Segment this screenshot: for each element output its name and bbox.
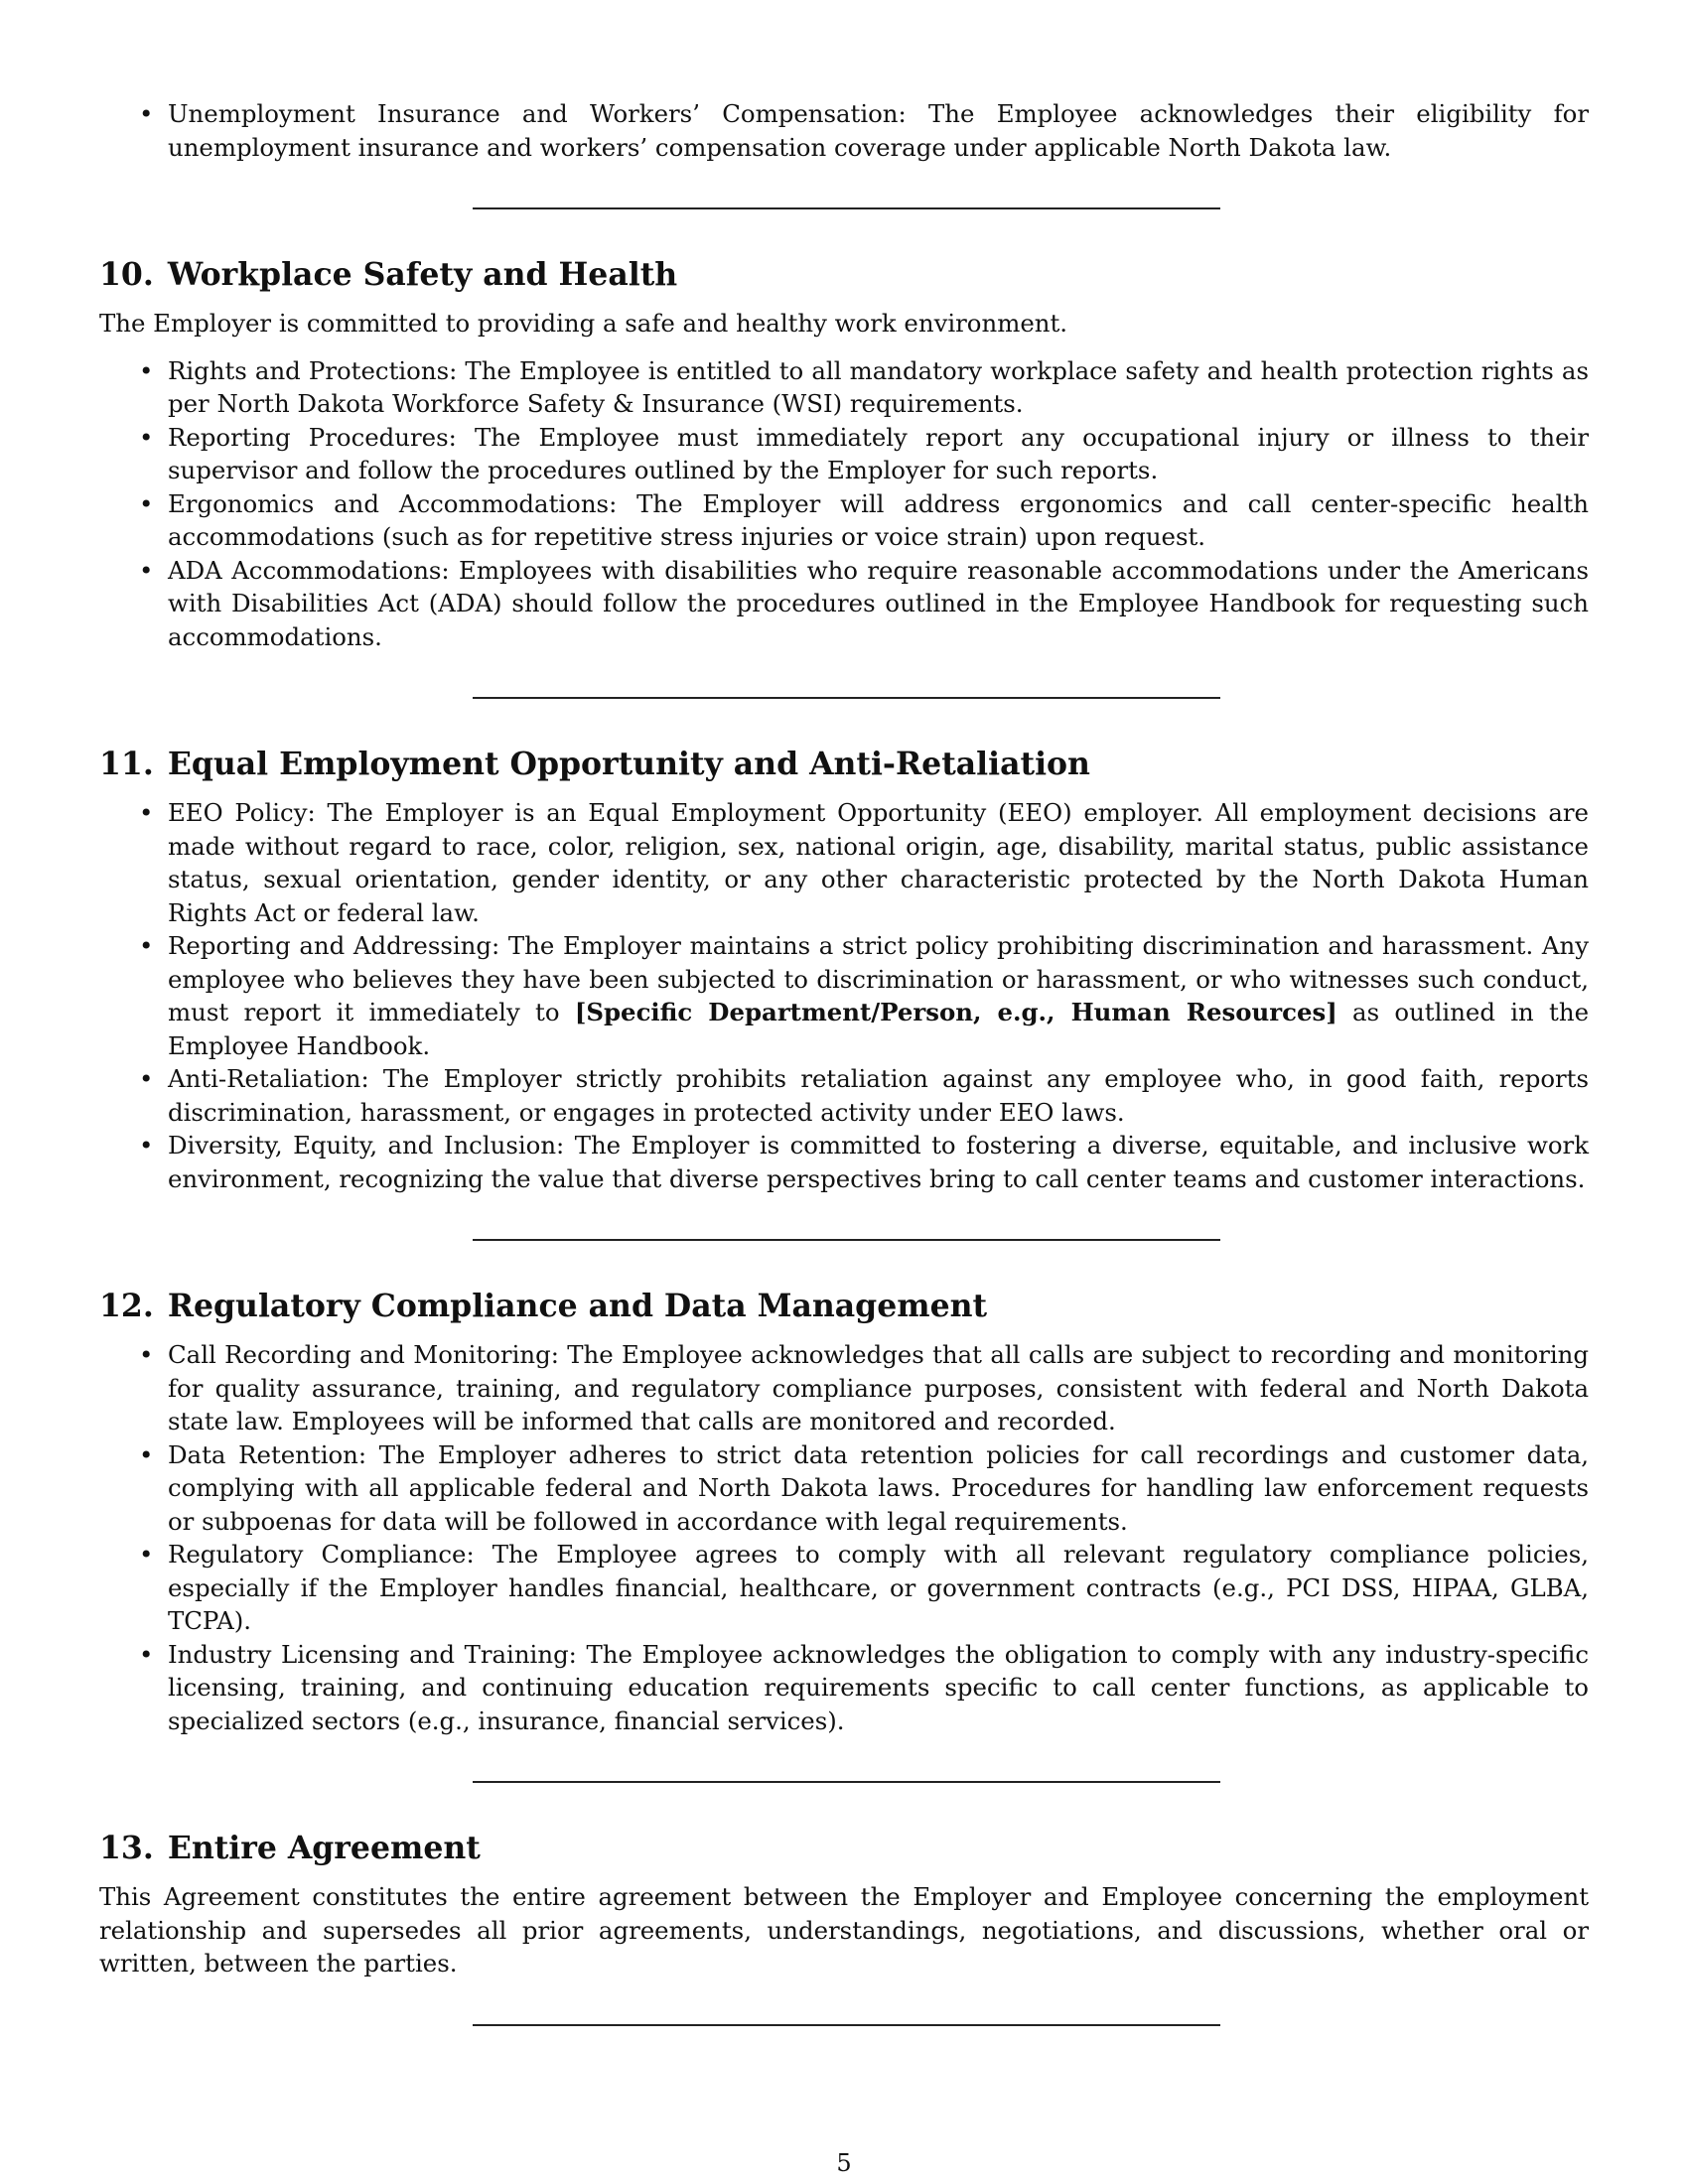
section-10-list: [99, 354, 1589, 654]
section-heading-12: [99, 1287, 1589, 1326]
list-item-text: ADA Accommodations: Employees with disabilities who require reasonable accommodations under the Americans with Disabilities Act (ADA) should follow the procedures outlined in the Employee Handbook for requesting such accommodations.: [168, 555, 1589, 651]
list-item-text: Data Retention: The Employer adheres to strict data retention policies for call recordings and customer data, complying with all applicable federal and North Dakota laws. Procedures for handling law enforcement requests or subpoenas for data will be followed in accordance with legal requirements.: [168, 1439, 1589, 1536]
section-number: 11.: [99, 746, 154, 782]
section-divider: [473, 1239, 1220, 1241]
section-intro: The Employer is committed to providing a safe and healthy work environment.: [99, 309, 1068, 338]
section-divider: [473, 2024, 1220, 2026]
bullet: •: [139, 422, 154, 452]
continued-list: [99, 97, 1589, 164]
bullet: •: [139, 555, 154, 585]
section-heading-10: [99, 255, 1589, 295]
section-body: This Agreement constitutes the entire agreement between the Employer and Employee concerning the employment relationship and supersedes all prior agreements, understandings, negotiations, and discussions, whether oral or written, between the parties.: [99, 1882, 1589, 1978]
bullet: •: [139, 1639, 154, 1669]
section-title: Workplace Safety and Health: [167, 256, 678, 293]
list-item-text: Industry Licensing and Training: The Employee acknowledges the obligation to comply with any industry-specific licensing, training, and continuing education requirements specific to call center functions, as applicable to specialized sectors (e.g., insurance, financial services).: [168, 1639, 1589, 1735]
bullet: •: [139, 931, 154, 960]
list-item: [99, 929, 1589, 1062]
list-item-text: EEO Policy: The Employer is an Equal Employment Opportunity (EEO) employer. All employment decisions are made without regard to race, color, religion, sex, national origin, age, disability, marital status, public assistance status, sexual orientation, gender identity, or any other characteristic protected by the North Dakota Human Rights Act or federal law.: [168, 798, 1589, 927]
bullet: •: [139, 1131, 154, 1160]
bullet: •: [139, 488, 154, 518]
list-item-text: Ergonomics and Accommodations: The Employer will address ergonomics and call center-specific health accommodations (such as for repetitive stress injuries or voice strain) upon request.: [168, 488, 1589, 551]
list-item-text-after: as outlined in the Employee Handbook.: [168, 998, 1589, 1060]
list-item: [99, 1538, 1589, 1638]
placeholder-department: [Specific Department/Person, e.g., Human Resources]: [574, 998, 1337, 1026]
list-item: [99, 487, 1589, 554]
section-divider: [473, 207, 1220, 209]
list-item-text-before: Reporting and Addressing: The Employer maintains a strict policy prohibiting discrimination and harassment. Any employee who believes they have been subjected to discrimination or harassment, or who witnesses such conduct, must report it immediately to: [168, 931, 1589, 1026]
bullet: •: [139, 1064, 154, 1093]
list-item: [99, 1338, 1589, 1438]
section-heading-13: [99, 1829, 1589, 1868]
list-item: [99, 1638, 1589, 1738]
bullet: •: [139, 1439, 154, 1469]
list-item-text: Diversity, Equity, and Inclusion: The Employer is committed to fostering a diverse, equitable, and inclusive work environment, recognizing the value that diverse perspectives bring to call center teams and customer interactions.: [168, 1131, 1589, 1193]
bullet: •: [139, 798, 154, 827]
section-number: 13.: [99, 1830, 154, 1866]
list-item-text: Rights and Protections: The Employee is entitled to all mandatory workplace safety and health protection rights as per North Dakota Workforce Safety & Insurance (WSI) requirements.: [168, 355, 1589, 418]
list-item: [99, 421, 1589, 487]
section-12-list: [99, 1338, 1589, 1737]
list-item-text: Anti-Retaliation: The Employer strictly prohibits retaliation against any employee who, in good faith, reports discrimination, harassment, or engages in protected activity under EEO laws.: [168, 1064, 1589, 1127]
list-item: [99, 1129, 1589, 1195]
list-item: [99, 354, 1589, 421]
bullet: •: [139, 99, 154, 128]
list-item: [99, 1438, 1589, 1539]
section-number: 12.: [99, 1288, 154, 1324]
section-11-list: [99, 796, 1589, 1195]
section-number: 10.: [99, 256, 154, 293]
list-item: [99, 796, 1589, 929]
section-title: Entire Agreement: [167, 1830, 481, 1866]
section-heading-11: [99, 745, 1589, 784]
list-item: [99, 1062, 1589, 1129]
list-item-text: Regulatory Compliance: The Employee agrees to comply with all relevant regulatory compliance policies, especially if the Employer handles financial, healthcare, or government contracts (e.g., PCI DSS, HIPAA, GLBA, TCPA).: [168, 1540, 1589, 1635]
list-item-text: Reporting Procedures: The Employee must immediately report any occupational injury or illness to their supervisor and follow the procedures outlined by the Employer for such reports.: [168, 422, 1589, 484]
bullet: •: [139, 355, 154, 385]
page-number: 5: [836, 2149, 852, 2177]
section-title: Regulatory Compliance and Data Management: [167, 1288, 988, 1324]
list-item: [99, 554, 1589, 654]
section-title: Equal Employment Opportunity and Anti-Retaliation: [167, 746, 1090, 782]
bullet: •: [139, 1540, 154, 1569]
bullet: •: [139, 1340, 154, 1369]
list-item-text: Call Recording and Monitoring: The Employee acknowledges that all calls are subject to recording and monitoring for quality assurance, training, and regulatory compliance purposes, consistent with federal and North Dakota state law. Employees will be informed that calls are monitored and recorded.: [168, 1340, 1589, 1435]
list-item-text: Unemployment Insurance and Workers’ Compensation: The Employee acknowledges their eligibility for unemployment insurance and workers’ compensation coverage under applicable North Dakota law.: [168, 99, 1589, 162]
document-page: [99, 97, 1589, 2026]
section-divider: [473, 1781, 1220, 1783]
section-divider: [473, 697, 1220, 699]
list-item: [99, 97, 1589, 164]
